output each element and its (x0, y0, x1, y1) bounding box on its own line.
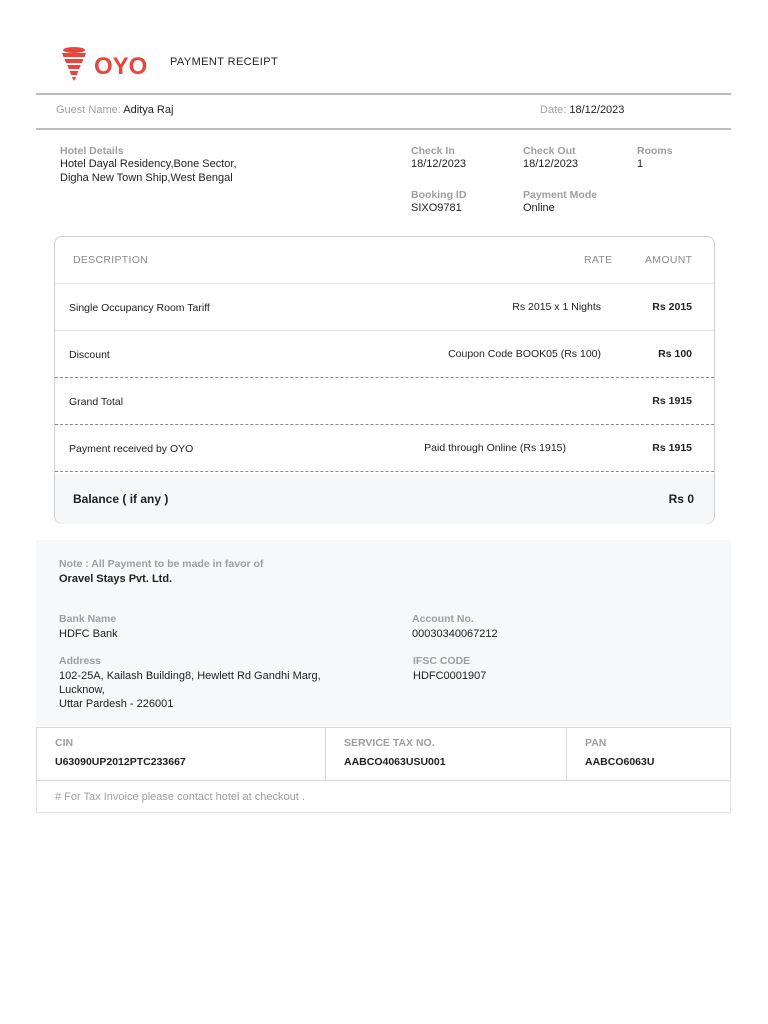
header-amount: AMOUNT (645, 254, 693, 266)
date-value: 18/12/2023 (569, 104, 625, 116)
table-row (55, 331, 714, 378)
booking-id-label: Booking ID (411, 189, 467, 201)
balance-label: Balance ( if any ) (73, 492, 169, 506)
divider-top (36, 93, 731, 95)
charges-table (54, 236, 715, 524)
ifsc-code (413, 655, 486, 683)
guest-row (56, 104, 716, 116)
bank-address-line2: Lucknow, (59, 684, 105, 696)
table-row (55, 284, 714, 331)
account-number-value: 00030340067212 (412, 628, 498, 640)
row-amount: Rs 100 (658, 348, 692, 360)
pan-label: PAN (585, 737, 607, 749)
guest-name-label: Guest Name: (56, 104, 121, 116)
guest-name: Aditya Raj (123, 104, 174, 116)
pan-value: AABCO6063U (585, 756, 655, 768)
row-rate: Rs 2015 x 1 Nights (512, 301, 601, 313)
hotel-details-label: Hotel Details (60, 145, 124, 157)
footer-text: # For Tax Invoice please contact hotel at checkout . (55, 791, 305, 803)
table-row (55, 425, 714, 472)
row-description: Grand Total (69, 396, 124, 408)
bank-address-label: Address (59, 655, 102, 667)
account-number-label: Account No. (412, 613, 474, 625)
payee-company: Oravel Stays Pvt. Ltd. (59, 573, 173, 585)
hotel-details (60, 145, 237, 185)
check-out-label: Check Out (523, 145, 576, 157)
payment-note-label: Note : All Payment to be made in favor of (59, 558, 264, 570)
header-rate: RATE (584, 254, 613, 266)
bank-name (59, 613, 118, 641)
row-amount: Rs 2015 (652, 301, 692, 313)
ifsc-code-value: HDFC0001907 (413, 670, 487, 682)
rooms (637, 145, 673, 171)
service-tax-cell (326, 728, 566, 780)
payment-mode-value: Online (523, 202, 555, 214)
bank-address-line3: Uttar Pardesh - 226001 (59, 698, 174, 710)
bank-name-label: Bank Name (59, 613, 117, 625)
payment-favor (59, 558, 263, 585)
account-number (412, 613, 498, 641)
row-rate: Coupon Code BOOK05 (Rs 100) (448, 348, 601, 360)
row-amount: Rs 1915 (652, 442, 692, 454)
charges-table-header (55, 237, 714, 284)
check-in-label: Check In (411, 145, 455, 157)
check-in-value: 18/12/2023 (411, 158, 467, 170)
service-tax-value: AABCO4063USU001 (344, 756, 446, 768)
oyo-logo (60, 44, 160, 82)
receipt-header (60, 44, 740, 84)
row-description: Discount (69, 349, 110, 361)
receipt-date (540, 104, 624, 116)
bank-address (59, 655, 321, 711)
row-amount: Rs 1915 (652, 395, 692, 407)
service-tax-label: SERVICE TAX NO. (344, 737, 435, 749)
balance-amount: Rs 0 (668, 492, 694, 506)
rooms-label: Rooms (637, 145, 673, 157)
page-title: PAYMENT RECEIPT (170, 56, 279, 68)
payment-mode (523, 189, 597, 215)
bank-address-line1: 102-25A, Kailash Building8, Hewlett Rd Gandhi Marg, (59, 670, 321, 682)
hotel-address-line1: Hotel Dayal Residency,Bone Sector, (60, 158, 237, 170)
row-rate: Paid through Online (Rs 1915) (424, 442, 566, 454)
header-description: DESCRIPTION (73, 254, 149, 266)
rooms-value: 1 (637, 158, 644, 170)
table-row (55, 378, 714, 425)
balance-row (55, 474, 714, 524)
check-out (523, 145, 578, 171)
row-description: Payment received by OYO (69, 443, 194, 455)
divider-guest (36, 128, 731, 130)
bank-name-value: HDFC Bank (59, 628, 118, 640)
cin-value: U63090UP2012PTC233667 (55, 756, 186, 768)
date-label: Date: (540, 104, 567, 116)
booking-id (411, 189, 466, 215)
row-description: Single Occupancy Room Tariff (69, 302, 210, 314)
cin-cell (37, 728, 325, 780)
tax-invoice-note (36, 781, 731, 813)
brand-wordmark: OYO (94, 53, 148, 80)
cin-label: CIN (55, 737, 74, 749)
payment-note-panel (36, 540, 731, 726)
check-in (411, 145, 466, 171)
booking-id-value: SIXO9781 (411, 202, 462, 214)
ifsc-code-label: IFSC CODE (413, 655, 471, 667)
tax-info-table (36, 727, 731, 781)
hotel-address-line2: Digha New Town Ship,West Bengal (60, 172, 233, 184)
payment-mode-label: Payment Mode (523, 189, 598, 201)
check-out-value: 18/12/2023 (523, 158, 579, 170)
pan-cell (567, 728, 730, 780)
